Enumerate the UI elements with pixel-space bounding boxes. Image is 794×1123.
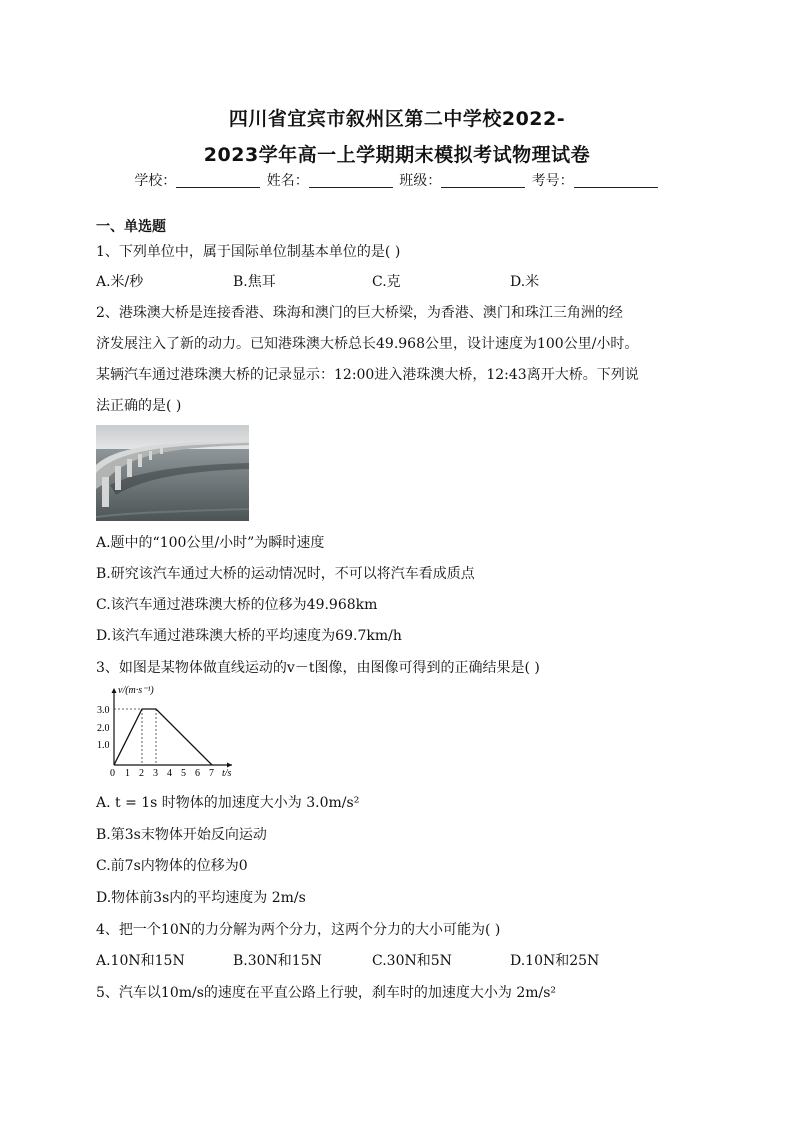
- x-tick-0: 0: [110, 768, 115, 779]
- class-label: 班级：: [399, 173, 442, 189]
- q3-option-b: B.第3s末物体开始反向运动: [96, 827, 267, 843]
- x-tick-3: 3: [153, 768, 158, 779]
- q4-option-b: B.30N和15N: [233, 953, 322, 969]
- name-blank[interactable]: [309, 173, 393, 188]
- x-axis-arrow: [227, 763, 232, 768]
- q3-stem: 3、如图是某物体做直线运动的v－t图像，由图像可得到的正确结果是( ): [96, 660, 540, 676]
- name-label: 姓名：: [266, 173, 309, 189]
- q1-option-b: B.焦耳: [233, 274, 276, 290]
- exam-title-line2: 2023学年高一上学期期末模拟考试物理试卷: [203, 144, 591, 166]
- q2-option-d: D.该汽车通过港珠澳大桥的平均速度为69.7km/h: [96, 628, 402, 644]
- x-tick-6: 6: [195, 768, 200, 779]
- q2-option-c: C.该汽车通过港珠澳大桥的位移为49.968km: [96, 597, 378, 613]
- y-tick-1: 1.0: [97, 740, 110, 751]
- exam-number-label: 考号：: [531, 173, 574, 189]
- exam-title-line1: 四川省宜宾市叙州区第二中学校2022-: [228, 108, 566, 130]
- q3-option-a: A. t = 1s 时物体的加速度大小为 3.0m/s²: [96, 795, 360, 811]
- bridge-photo: [96, 425, 249, 521]
- y-tick-2: 2.0: [97, 723, 110, 734]
- vt-graph: [96, 683, 236, 779]
- q2-stem-line3: 某辆汽车通过港珠澳大桥的记录显示：12:00进入港珠澳大桥，12:43离开大桥。下列说: [96, 367, 639, 383]
- y-axis-arrow: [112, 688, 117, 693]
- q3-option-c: C.前7s内物体的位移为0: [96, 858, 248, 874]
- q2-stem-line1: 2、港珠澳大桥是连接香港、珠海和澳门的巨大桥梁，为香港、澳门和珠江三角洲的经: [96, 305, 623, 321]
- class-blank[interactable]: [441, 173, 525, 188]
- q2-stem-line4: 法正确的是( ): [96, 398, 182, 414]
- y-axis-label: v/(m·s⁻¹): [118, 685, 154, 696]
- q5-stem: 5、汽车以10m/s的速度在平直公路上行驶，刹车时的加速度大小为 2m/s²: [96, 985, 557, 1001]
- y-tick-3: 3.0: [97, 705, 110, 716]
- q1-stem: 1、下列单位中，属于国际单位制基本单位的是( ): [96, 244, 401, 260]
- q4-option-c: C.30N和5N: [372, 953, 452, 969]
- x-tick-4: 4: [167, 768, 172, 779]
- q2-option-a: A.题中的“100公里/小时”为瞬时速度: [96, 535, 325, 551]
- exam-number-blank[interactable]: [574, 173, 658, 188]
- school-label: 学校：: [134, 173, 177, 189]
- q1-option-c: C.克: [372, 274, 401, 290]
- q4-option-d: D.10N和25N: [510, 953, 600, 969]
- section-heading: 一、单选题: [96, 219, 166, 235]
- school-blank[interactable]: [176, 173, 260, 188]
- student-info-row: [0, 170, 794, 190]
- x-tick-1: 1: [125, 768, 130, 779]
- q3-option-d: D.物体前3s内的平均速度为 2m/s: [96, 890, 306, 906]
- q2-stem-line2: 济发展注入了新的动力。已知港珠澳大桥总长49.968公里，设计速度为100公里/小时。: [96, 336, 639, 352]
- x-tick-7: 7: [209, 768, 214, 779]
- x-tick-5: 5: [181, 768, 186, 779]
- x-tick-2: 2: [139, 768, 144, 779]
- x-ticks: [110, 768, 214, 779]
- x-axis-label: t/s: [222, 768, 232, 779]
- q4-option-a: A.10N和15N: [96, 953, 185, 969]
- q1-option-a: A.米/秒: [96, 274, 144, 290]
- q1-option-d: D.米: [510, 274, 540, 290]
- vt-line: [114, 709, 212, 765]
- q4-stem: 4、把一个10N的力分解为两个分力，这两个分力的大小可能为( ): [96, 922, 501, 938]
- q2-option-b: B.研究该汽车通过大桥的运动情况时，不可以将汽车看成质点: [96, 566, 475, 582]
